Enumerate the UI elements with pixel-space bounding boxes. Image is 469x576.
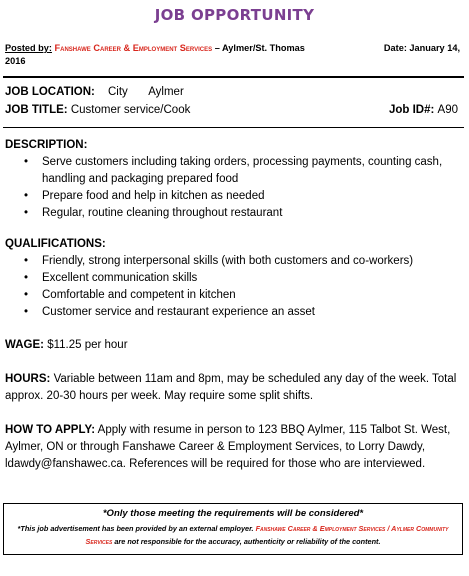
disclaimer-box [3,503,463,555]
list-item: • Serve customers including taking orders, processing payments, counting cash, handling and packaging prepared food [24,156,443,185]
job-location-label: JOB LOCATION: [5,86,95,98]
job-id-label: Job ID#: [388,104,435,116]
wage-label: WAGE: [5,339,44,351]
job-location-row [5,86,460,98]
list-item: • Friendly, strong interpersonal skills (with both customers and co-workers) [0,253,455,270]
job-id-value: A90 [437,104,458,116]
posted-by-line [5,42,460,67]
list-item: • Regular, routine cleaning throughout restaurant [0,205,455,222]
bullet-icon: • [24,272,29,284]
posted-by-location: – Aylmer/St. Thomas [214,43,305,53]
bullet-icon: • [24,156,29,168]
bullet-icon: • [24,306,29,318]
bullet-icon: • [24,289,29,301]
job-title-label: JOB TITLE: [5,104,68,116]
list-item: • Customer service and restaurant experience an asset [0,304,455,321]
disclaimer-org: Fanshawe Career & Employment Services / Aylmer Community Services [85,524,449,546]
description-heading: DESCRIPTION: [5,139,88,151]
list-item: • Prepare food and help in kitchen as needed [0,188,455,205]
list-item: • Excellent communication skills [0,270,455,287]
apply-row [5,422,460,473]
job-city-label: City [108,86,128,98]
apply-value: Apply with resume in person to 123 BBQ Aylmer, 115 Talbot St. West, Aylmer, ON or through Fanshawe Career & Employment Services, to Lorry Dawdy, ldawdy@fanshawec.ca. References will be required for those who are interviewed. [5,424,451,470]
requirements-notice: *Only those meeting the requirements will be considered* [102,508,364,519]
jobinfo-divider [3,127,464,128]
wage-value: $11.25 per hour [47,339,128,351]
wage-row [5,337,460,354]
bullet-icon: • [24,207,29,219]
qualifications-heading: QUALIFICATIONS: [5,238,106,250]
disclaimer-text [10,523,456,548]
page-title: JOB OPPORTUNITY [154,6,315,24]
posted-date: Date: January 14, [383,43,460,53]
disclaimer-suffix: are not responsible for the accuracy, authenticity or reliability of the content. [114,536,381,546]
posted-year: 2016 [5,55,26,66]
bullet-icon: • [24,190,29,202]
header-divider [3,76,464,78]
description-list [0,154,455,222]
list-item: • Comfortable and competent in kitchen [0,287,455,304]
hours-value: Variable between 11am and 8pm, may be scheduled any day of the week. Total approx. 20-30 hours per week. May require some split shifts. [5,373,457,402]
bullet-icon: • [24,255,29,267]
disclaimer-prefix: *This job advertisement has been provided by an external employer. [17,524,254,533]
job-title-value: Customer service/Cook [70,104,191,116]
posted-by-org: Fanshawe Career & Employment Services [54,43,213,53]
job-city-value: Aylmer [148,86,184,98]
hours-label: HOURS: [5,373,51,385]
hours-row [5,371,460,405]
qualifications-list [0,253,455,321]
job-id [389,104,458,116]
posted-by-label: Posted by: [5,43,52,53]
apply-label: HOW TO APPLY: [5,424,96,436]
job-title-row [5,104,460,116]
